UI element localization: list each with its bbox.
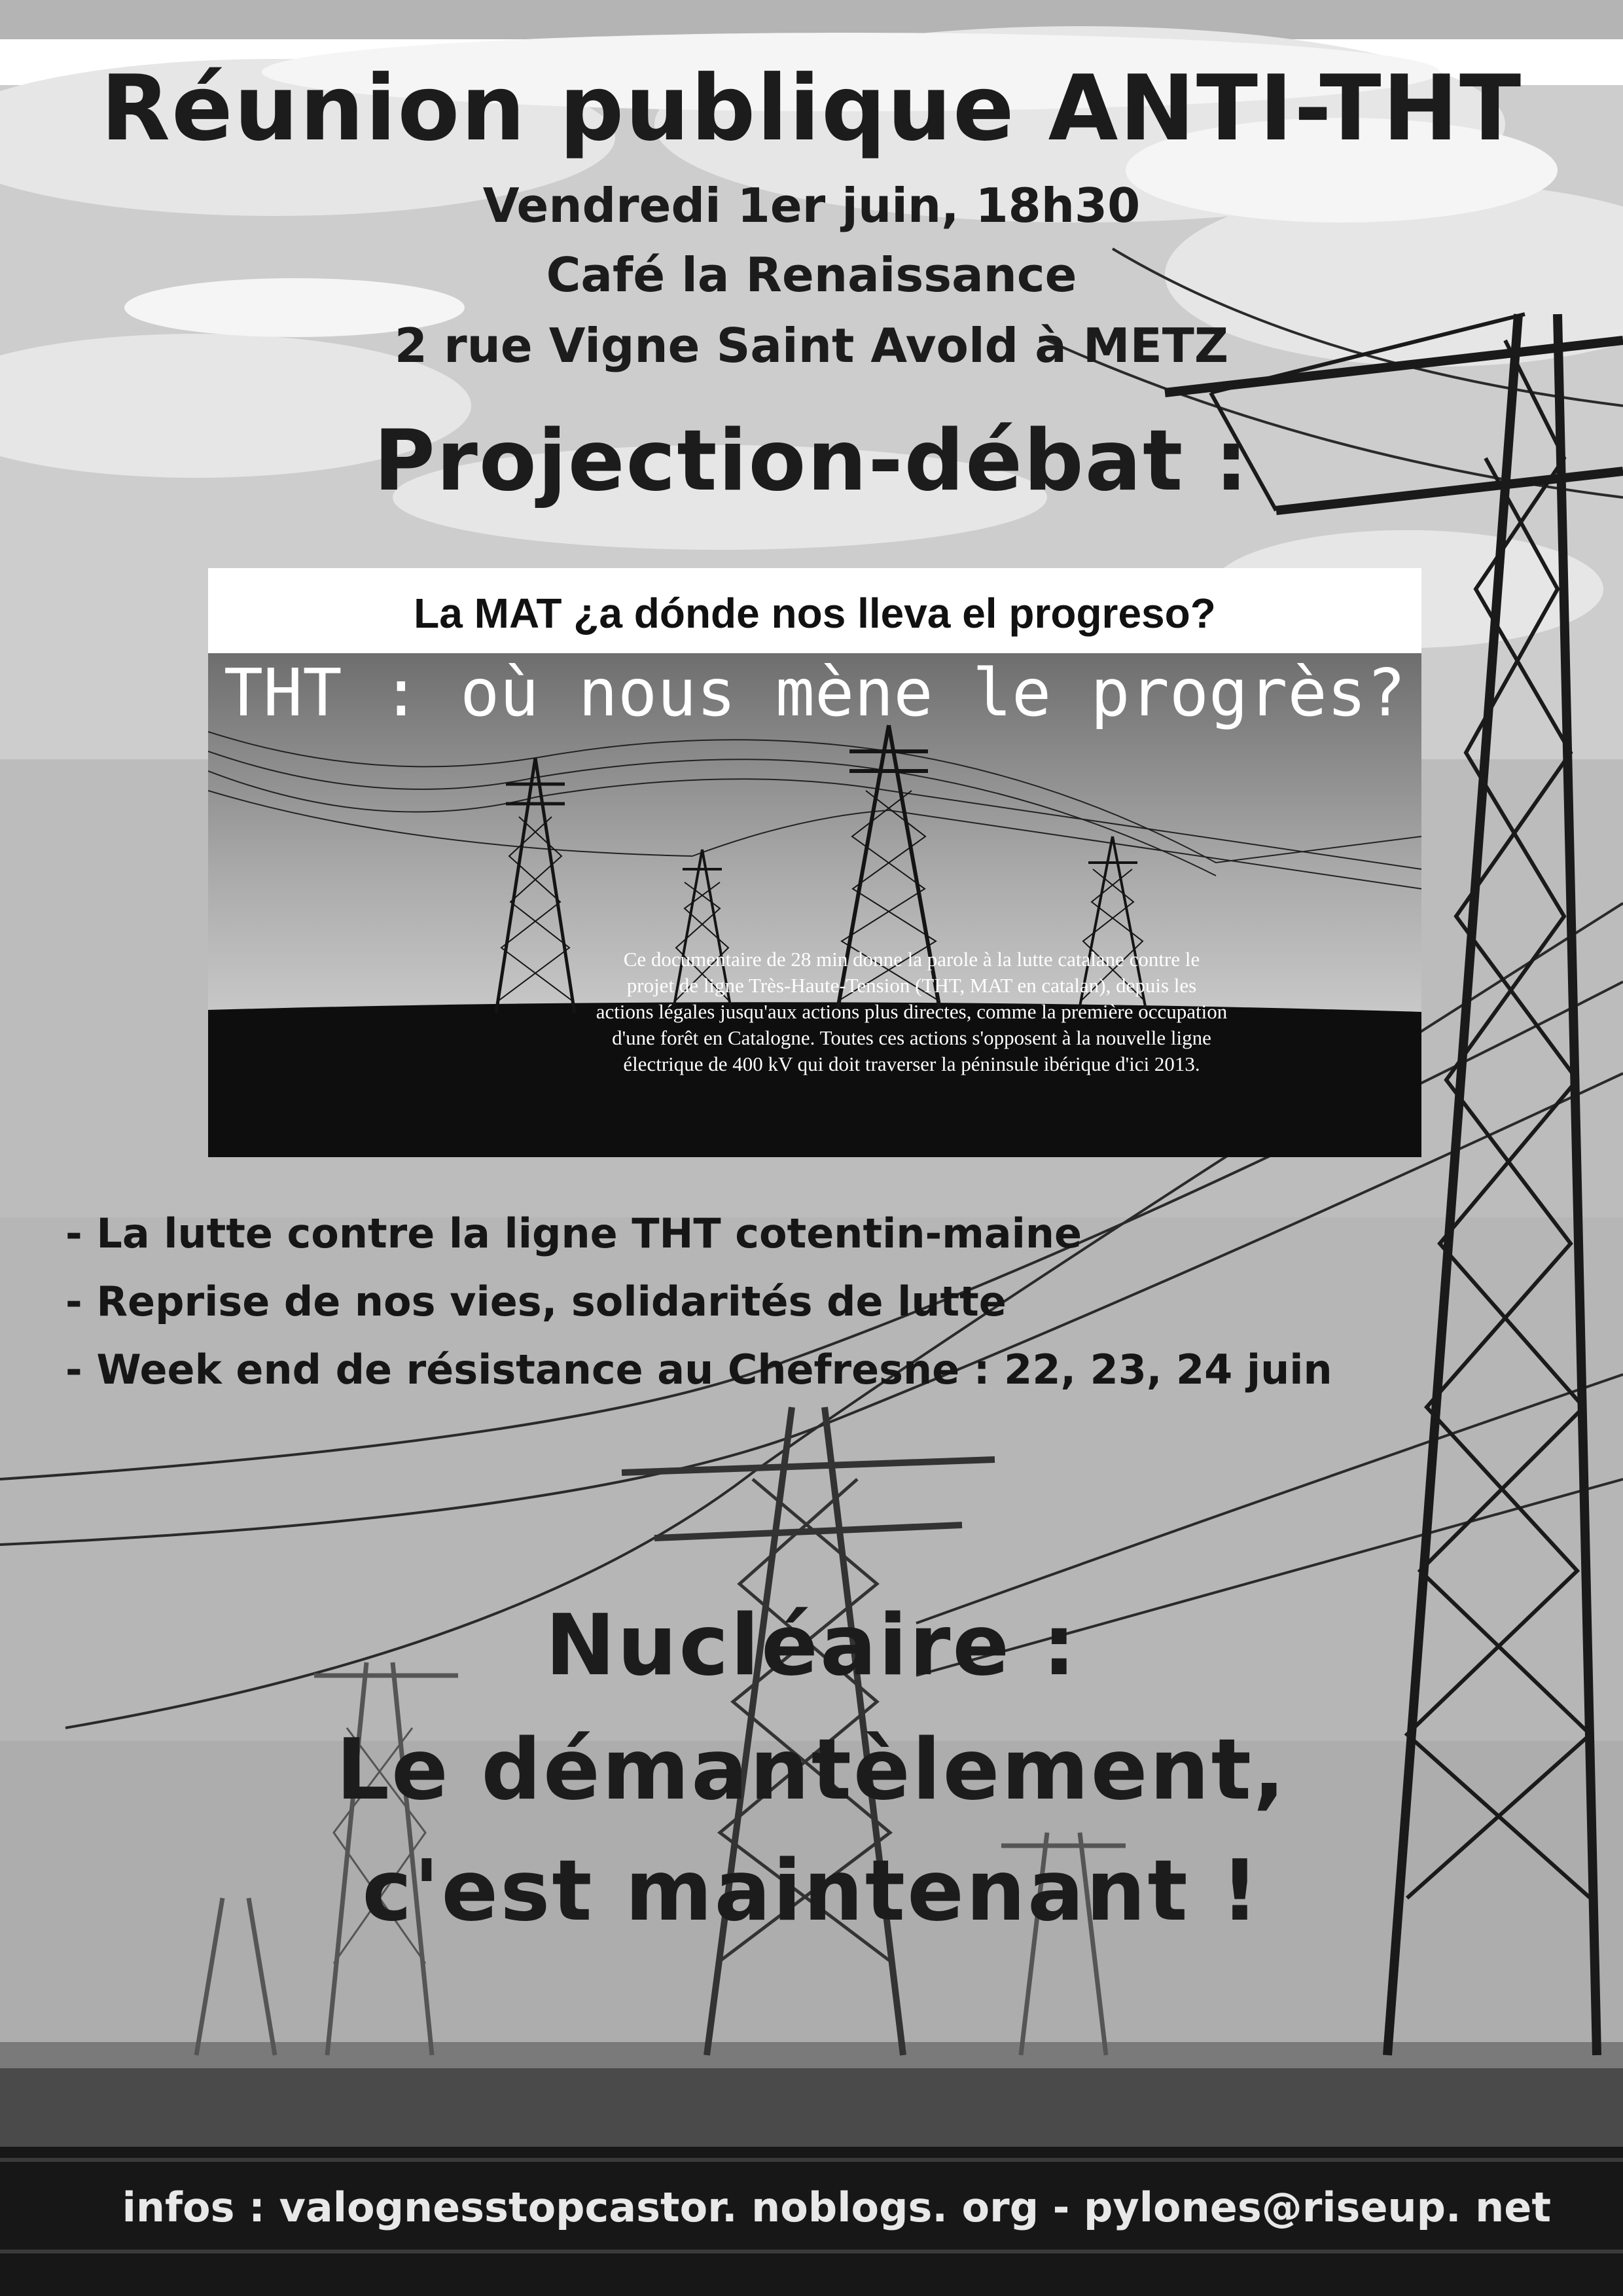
event-date: Vendredi 1er juin, 18h30 <box>482 178 1141 233</box>
film-title-french: THT : où nous mène le progrès? <box>223 655 1406 731</box>
film-panel <box>208 568 1421 1157</box>
event-venue: Café la Renaissance <box>546 247 1077 302</box>
film-description-line: d'une forêt en Catalogne. Toutes ces actions s'opposent à la nouvelle ligne <box>612 1026 1211 1049</box>
footer-contact: infos : valognesstopcastor. noblogs. org - pylones@riseup. net <box>122 2183 1551 2231</box>
film-description <box>424 946 1399 1077</box>
slogan-line-3: c'est maintenant ! <box>362 1842 1261 1940</box>
film-description-line: projet de ligne Très-Haute-Tension (THT, MAT en catalan), depuis les <box>626 974 1197 997</box>
film-description-line: actions légales jusqu'aux actions plus directes, comme la première occupation <box>596 1000 1228 1023</box>
slogan-line-2: Le démantèlement, <box>336 1721 1287 1819</box>
projection-label: Projection-débat : <box>373 412 1250 510</box>
topics-list <box>65 1208 1332 1412</box>
topic-item: - La lutte contre la ligne THT cotentin-maine <box>65 1210 1082 1257</box>
event-address: 2 rue Vigne Saint Avold à METZ <box>394 318 1229 373</box>
film-photo <box>208 653 1421 1157</box>
headline: Réunion publique ANTI-THT <box>100 56 1523 161</box>
film-description-line: électrique de 400 kV qui doit traverser la péninsule ibérique d'ici 2013. <box>623 1052 1200 1075</box>
film-title-spanish: La MAT ¿a dónde nos lleva el progreso? <box>414 590 1216 637</box>
topic-item: - Week end de résistance au Chefresne : 22, 23, 24 juin <box>65 1346 1332 1393</box>
film-description-line: Ce documentaire de 28 min donne la parole à la lutte catalane contre le <box>623 948 1200 971</box>
slogan-line-1: Nucléaire : <box>545 1597 1078 1695</box>
topic-item: - Reprise de nos vies, solidarités de lutte <box>65 1278 1007 1325</box>
